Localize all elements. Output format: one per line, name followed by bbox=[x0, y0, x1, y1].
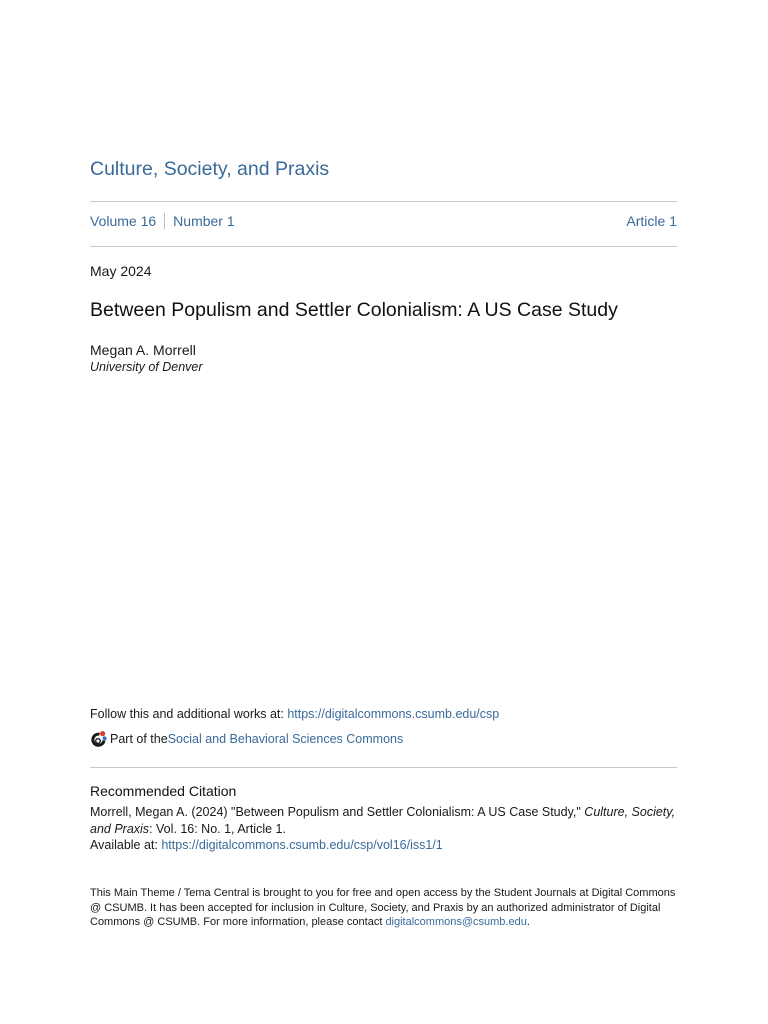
issue-divider bbox=[90, 246, 677, 247]
citation-journal: Culture, Society, and Praxis bbox=[90, 805, 676, 836]
journal-title-link[interactable]: Culture, Society, and Praxis bbox=[90, 158, 330, 180]
issue-separator bbox=[164, 213, 165, 229]
footer-end: . bbox=[526, 916, 530, 928]
commons-link[interactable]: Social and Behavioral Sciences Commons bbox=[167, 732, 404, 746]
part-of-line bbox=[90, 730, 403, 748]
author-name: Megan A. Morrell bbox=[90, 342, 196, 358]
network-commons-icon bbox=[90, 730, 107, 748]
author-affiliation: University of Denver bbox=[90, 360, 203, 374]
citation-pre: Morrell, Megan A. (2024) "Between Populism and Settler Colonialism: A US Case Study," bbox=[90, 805, 585, 819]
article-title: Between Populism and Settler Colonialism: A US Case Study bbox=[90, 299, 618, 321]
number-link[interactable]: Number 1 bbox=[173, 213, 235, 229]
article-link[interactable]: Article 1 bbox=[626, 213, 677, 229]
available-at-line bbox=[90, 838, 443, 852]
footer-text: This Main Theme / Tema Central is brought to you for free and open access by the Student Journals at Digital Commons @ CSUMB. It has been accepted for inclusion in Culture, Society, and Praxis by an authorized administrator of Digital Commons @ CSUMB. For more information, please contact bbox=[90, 887, 676, 928]
recommended-citation-heading: Recommended Citation bbox=[90, 783, 237, 799]
follow-url-link[interactable]: https://digitalcommons.csumb.edu/csp bbox=[287, 707, 500, 721]
citation-divider bbox=[90, 767, 677, 768]
access-footer bbox=[90, 886, 677, 930]
follow-label: Follow this and additional works at: bbox=[90, 707, 288, 721]
issue-bar bbox=[90, 213, 677, 229]
citation-text bbox=[90, 804, 677, 838]
part-of-label: Part of the bbox=[110, 732, 168, 746]
publication-date: May 2024 bbox=[90, 263, 152, 279]
citation-post: : Vol. 16: No. 1, Article 1. bbox=[149, 822, 286, 836]
top-divider bbox=[90, 201, 677, 202]
volume-link[interactable]: Volume 16 bbox=[90, 213, 157, 229]
available-url-link[interactable]: https://digitalcommons.csumb.edu/csp/vol16/iss1/1 bbox=[161, 838, 443, 852]
contact-email-link[interactable]: digitalcommons@csumb.edu bbox=[385, 916, 527, 928]
available-label: Available at: bbox=[90, 838, 162, 852]
follow-line bbox=[90, 707, 499, 721]
